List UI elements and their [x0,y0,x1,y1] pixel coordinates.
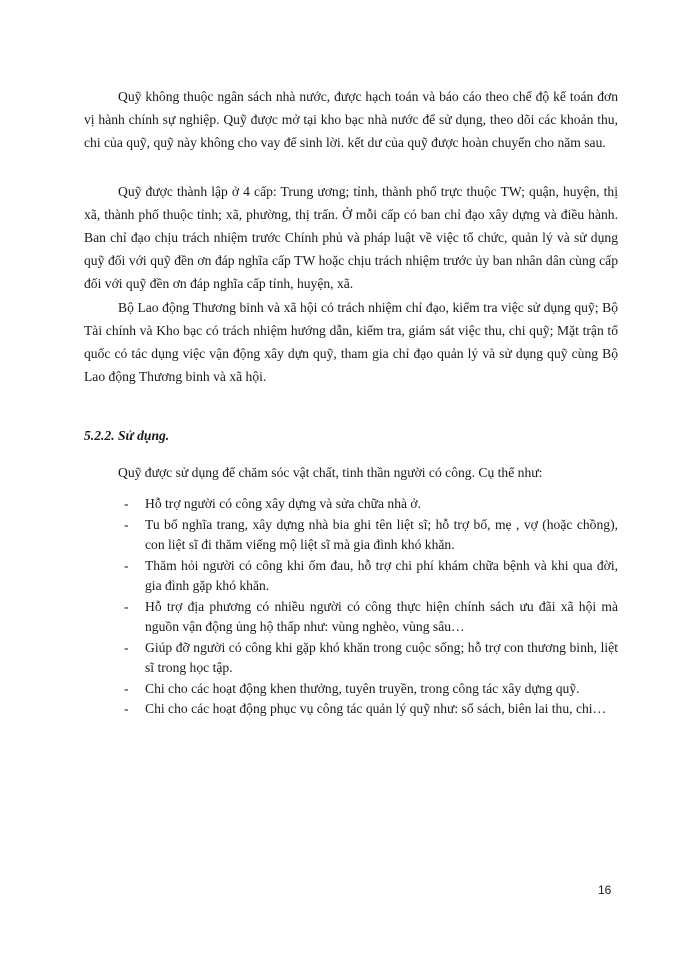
usage-list [84,494,618,720]
list-item-text: Hỗ trợ địa phương có nhiều người có công thực hiện chính sách ưu đãi xã hội mà nguồn vận động ủng hộ thấp như: vùng nghèo, vùng sâu… [145,598,618,634]
paragraph-fund-accounting: Quỹ không thuộc ngân sách nhà nước, được hạch toán và báo cáo theo chế độ kế toán đơn vị hành chính sự nghiệp. Quỹ được mở tại kho bạc nhà nước để sử dụng, theo dõi các khoản thu, chi của quỹ, quỹ này không cho vay để sinh lời. kết dư của quỹ được hoàn chuyển cho năm sau. [84,89,618,150]
list-item [84,679,618,700]
bullet-dash: - [124,701,129,716]
bullet-dash: - [124,557,129,573]
bullet-dash: - [124,516,129,532]
bullet-dash: - [124,496,129,511]
list-item-text: Hỗ trợ người có công xây dựng và sửa chữa nhà ở. [145,496,422,511]
list-item-text: Giúp đỡ người có công khi gặp khó khăn trong cuộc sống; hỗ trợ con thương binh, liệt sĩ trong học tập. [145,639,618,675]
section-heading: 5.2.2. Sử dụng. [84,428,170,443]
bullet-dash: - [124,680,129,696]
list-item-text: Chi cho các hoạt động phục vụ công tác quản lý quỹ như: sổ sách, biên lai thu, chi… [145,701,607,716]
bullet-dash: - [124,598,129,614]
paragraph-fund-responsibilities: Bộ Lao động Thương binh và xã hội có trách nhiệm chỉ đạo, kiểm tra việc sử dụng quỹ; Bộ Tài chính và Kho bạc có trách nhiệm hướng dẫn, kiểm tra, giám sát việc thu, chi quỹ; Mặt trận tổ quốc có tác dụng việc vận động xây dựn quỹ, tham gia chỉ đạo quản lý và sử dụng quỹ cùng Bộ Lao động Thương binh và xã hội. [84,300,618,384]
list-item-text: Thăm hỏi người có công khi ốm đau, hỗ trợ chi phí khám chữa bệnh và khi qua đời, gia đình gặp khó khăn. [145,557,618,593]
list-item [84,515,618,556]
bullet-dash: - [124,639,129,655]
page-number: 16 [598,883,612,897]
list-item [84,638,618,679]
list-item [84,597,618,638]
paragraph-fund-levels: Quỹ được thành lập ở 4 cấp: Trung ương; tỉnh, thành phố trực thuộc TW; quận, huyện, thị xã, thành phố thuộc tỉnh; xã, phường, thị trấn. Ở mỗi cấp có ban chỉ đạo xây dựng và điều hành. Ban chỉ đạo chịu trách nhiệm trước Chính phủ và pháp luật về việc tổ chức, quản lý và sử dụng quỹ đối với quỹ đền ơn đáp nghĩa cấp TW hoặc chịu trách nhiệm trước ủy ban nhân dân cùng cấp đối với quỹ đền ơn đáp nghĩa cấp tỉnh, huyện, xã. [84,184,618,291]
list-item-text: Tu bổ nghĩa trang, xây dựng nhà bia ghi tên liệt sĩ; hỗ trợ bố, mẹ , vợ (hoặc chồng), con liệt sĩ đi thăm viếng mộ liệt sĩ mà gia đình khó khăn. [145,516,618,552]
list-item [84,556,618,597]
list-item [84,494,618,515]
section-intro: Quỹ được sử dụng để chăm sóc vật chất, tinh thần người có công. Cụ thể như: [118,465,543,480]
list-item-text: Chi cho các hoạt động khen thưởng, tuyên truyền, trong công tác xây dựng quỹ. [145,680,580,696]
list-item [84,699,618,720]
